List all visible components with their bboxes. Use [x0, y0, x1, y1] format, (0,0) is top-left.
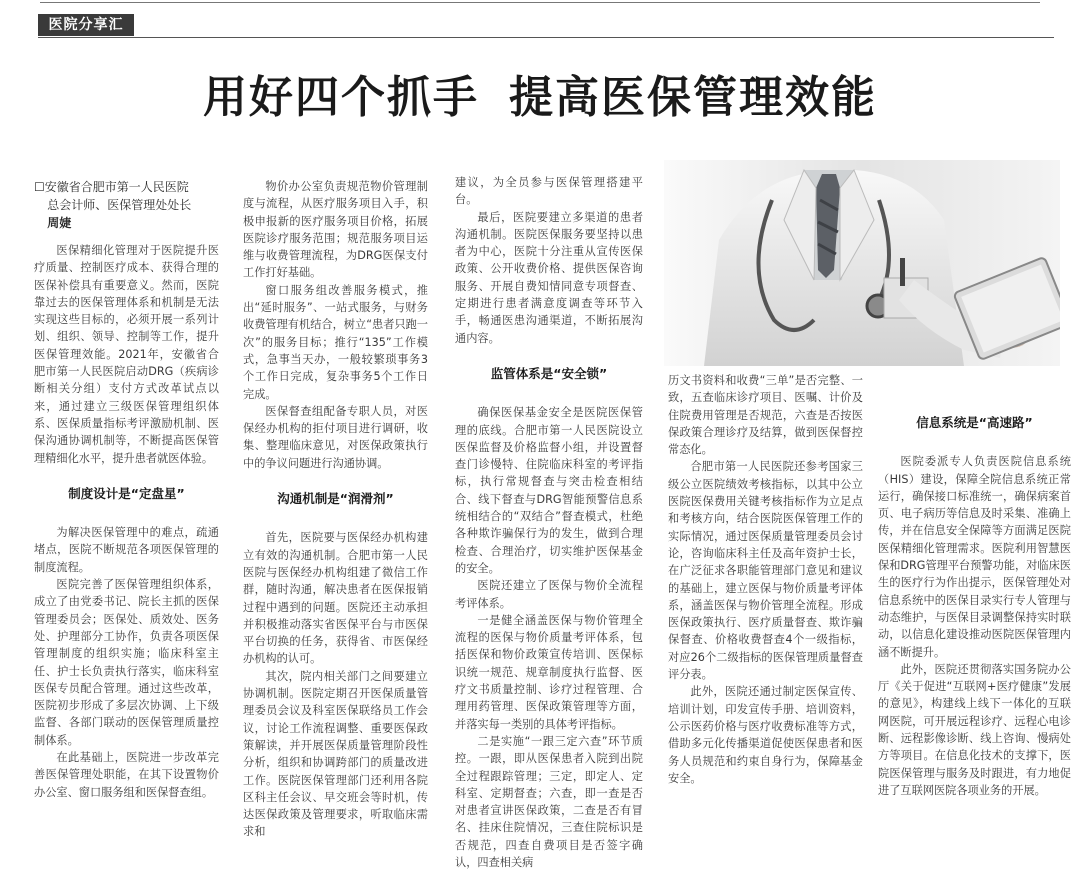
- article-column-5: [878, 415, 1071, 799]
- paragraph: 为解决医保管理中的难点，疏通堵点，医院不断规范各项医保管理的制度流程。: [34, 526, 219, 574]
- paragraph: 医院完善了医保管理组织体系，成立了由党委书记、院长主抓的医保管理委员会；医保处、质效处、医务处、护理部分工协作，负责各项医保管理制度的组织实施；临床科室主任、护士长负责执行落实，临床科室医保专员配合管理。通过这些改革，医院初步形成了多层次协调、上下级监督、各部门联动的医保管理质量控制体系。: [34, 578, 219, 747]
- section-heading-3: 监管体系是“安全锁”: [490, 365, 608, 381]
- paragraph: 二是实施“一跟三定六查”环节质控。一跟，即从医保患者入院到出院全过程跟踪管理；三定，即定人、定科室、定期督查；六查，即一查是否对患者宣讲医保政策，二查是否有冒名、挂床住院情况，三查住院标识是否规范，四查自费项目是否签字确认，四查相关病: [455, 734, 643, 869]
- headline-part2: 提高医保管理效能: [509, 72, 877, 123]
- paragraph: 物价办公室负责规范物价管理制度与流程，从医疗服务项目入手，积极申报新的医疗服务项目价格，拓展医院诊疗服务范围；规范服务项目运维与收费管理流程，为DRG医保支付工作打好基础。: [243, 180, 428, 280]
- paragraph: 窗口服务组改善服务模式，推出“延时服务”、一站式服务，与财务收费管理有机结合，树立“患者只跑一次”的服务目标；推行“135”工作模式，急事当天办，一般较繁琐事务3个工作日完成，复杂事务5个工作日完成。: [243, 283, 428, 401]
- paragraph: 在此基础上，医院进一步改革完善医保管理处职能，在其下设置物价办公室、窗口服务组和医保督查组。: [34, 751, 219, 799]
- headline-part1: 用好四个抓手: [203, 72, 479, 123]
- doctor-tablet-photo: [664, 160, 1060, 366]
- byline: [34, 178, 219, 232]
- article-column-3: [455, 174, 643, 871]
- section-tag: 医院分享汇: [38, 14, 134, 36]
- paragraph: 此外，医院还贯彻落实国务院办公厅《关于促进“互联网+医疗健康”发展的意见》，构建线上线下一体化的互联网医院，可开展远程诊疗、远程心电诊断、远程影像诊断、线上咨询、慢病处方等项目。在信息化技术的支撑下，医院医保管理与服务及时跟进，有力地促进了互联网医院各项业务的开展。: [878, 662, 1071, 797]
- paragraph: 医保精细化管理对于医院提升医疗质量、控制医疗成本、获得合理的医保补偿具有重要意义。然而，医院靠过去的医保管理体系和机制是无法实现这些目标的，必须开展一系列计划、组织、领导、控制等工作，提升医保管理效能。2021年，安徽省合肥市第一人民医院启动DRG（疾病诊断相关分组）支付方式改革试点以来，通过建立三级医保管理组织体系、医保质量指标考评激励机制、医保沟通协调机制等，不断提高医保管理精细化水平，提升患者就医体验。: [34, 244, 219, 465]
- paragraph: 最后，医院要建立多渠道的患者沟通机制。医院医保服务要坚持以患者为中心，医院十分注重从宣传医保政策、公开收费价格、提供医保咨询服务、开展自费知情同意专项督查、定期进行患者满意度调查等环节入手，畅通医患沟通渠道，不断拓展沟通内容。: [455, 210, 643, 345]
- doctor-illustration: [664, 160, 1060, 366]
- byline-author: 周婕: [47, 216, 72, 230]
- paragraph: 此外，医院还通过制定医保宣传、培训计划，印发宣传手册、培训资料，公示医药价格与医疗收费标准等方式，借助多元化传播渠道促使医保患者和医务人员规范和约束自身行为，保障基金安全。: [668, 685, 863, 785]
- paragraph: 医院委派专人负责医院信息系统（HIS）建设，保障全院信息系统正常运行，确保接口标准统一，确保病案首页、电子病历等信息及时采集、准确上传，并在信息安全保障等方面满足医院医保精细化管理需求。医院利用智慧医保和DRG管理平台预警功能，对临床医生的医疗行为作出提示，医保管理处对信息系统中的医保目录实行专人管理与动态维护，与医保目录调整保持实时联动，以信息化建设推动医院医保管理内涵不断提升。: [878, 455, 1071, 659]
- byline-affiliation: ☐安徽省合肥市第一人民医院: [34, 180, 189, 194]
- paragraph: 历文书资料和收费“三单”是否完整、一致，五查临床诊疗项目、医嘱、计价及住院费用管理是否规范，六查是否按医保政策合理诊疗及结算，做到医保督控常态化。: [668, 374, 863, 457]
- paragraph: 建议，为全员参与医保管理搭建平台。: [455, 176, 643, 207]
- article-column-1: [34, 178, 219, 801]
- paragraph: 合肥市第一人民医院还参考国家三级公立医院绩效考核指标，以其中公立医院医保费用关键考核指标作为立足点和考核方向，结合医院医保管理工作的实际情况，通过医保质量管理委员会讨论，咨询临床科主任及高年资护士长，在广泛征求各职能管理部门意见和建议的基础上，建立医保与物价质量考评体系，涵盖医保与物价管理全流程。形成医保政策执行、医疗质量督查、欺诈骗保督查、价格收费督查4个一级指标，对应26个二级指标的医保管理质量督查评分表。: [668, 460, 863, 682]
- section-tag-rule: [38, 37, 1054, 38]
- section-heading-1: 制度设计是“定盘星”: [68, 485, 185, 501]
- paragraph: 确保医保基金安全是医院医保管理的底线。合肥市第一人民医院设立医保监督及价格监督小组，并设置督查门诊慢特、住院临床科室的考评指标，执行常规督查与突击检查相结合、线下督查与DRG智能预警信息系统相结合的“双结合”督查模式，杜绝各种欺诈骗保行为的发生，做到合理检查、合理治疗，切实维护医保基金的安全。: [455, 406, 643, 575]
- section-heading-2: 沟通机制是“润滑剂”: [277, 491, 394, 507]
- article-column-2: [243, 178, 428, 841]
- paragraph: 医保督查组配备专职人员，对医保经办机构的拒付项目进行调研，收集、整理临床意见，对医保政策执行中的争议问题进行沟通协调。: [243, 404, 428, 470]
- byline-title: 总会计师、医保管理处处长: [47, 198, 192, 212]
- top-rule: [40, 2, 1040, 3]
- headline: [0, 68, 1080, 128]
- paragraph: 一是健全涵盖医保与物价管理全流程的医保与物价质量考评体系，包括医保和物价政策宣传培训、医保标识统一规范、规章制度执行监督、医疗文书质量控制、诊疗过程管理、合理用药管理、医保政策管理等方面，并落实每一类别的具体考评指标。: [455, 613, 643, 731]
- paragraph: 首先，医院要与医保经办机构建立有效的沟通机制。合肥市第一人民医院与医保经办机构组建了微信工作群，随时沟通，解决患者在医保报销过程中遇到的问题。医院还主动承担并积极推动落实省医保平台与市医保平台切换的任务，获得省、市医保经办机构的认可。: [243, 531, 428, 666]
- paragraph: 其次，院内相关部门之间要建立协调机制。医院定期召开医保质量管理委员会议及科室医保联络员工作会议，讨论工作流程调整、重要医保政策解读，并开展医保质量管理阶段性分析，组织和协调跨部门的质量改进工作。医院医保管理部门还利用各院区科主任会议、早交班会等时机，传达医保政策及管理要求，听取临床需求和: [243, 669, 428, 839]
- paragraph: 医院还建立了医保与物价全流程考评体系。: [455, 579, 643, 610]
- article-column-4: [668, 372, 863, 787]
- section-heading-4: 信息系统是“高速路”: [916, 415, 1033, 430]
